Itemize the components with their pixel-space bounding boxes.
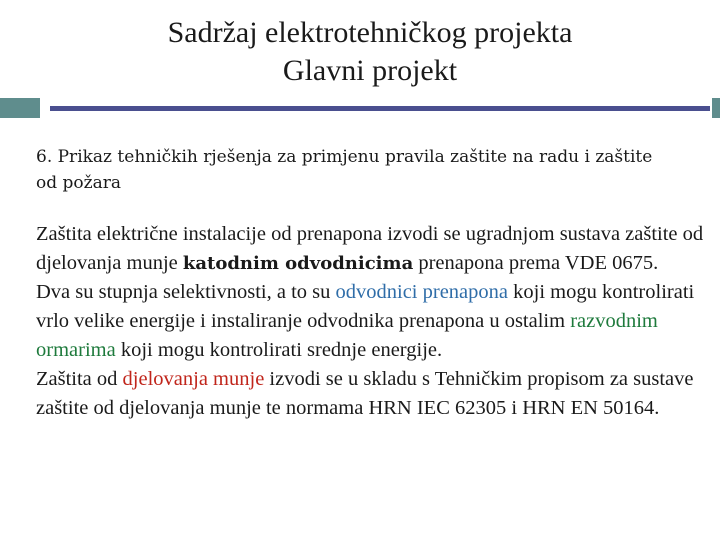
section-heading: 6. Prikaz tehničkih rješenja za primjenu pravila zaštite na radu i zaštite od požara bbox=[36, 147, 653, 193]
title-line-1: Sadržaj elektrotehničkog projekta bbox=[167, 16, 573, 49]
p1-text-b: prenapona prema VDE 0675. bbox=[413, 252, 659, 274]
p2-blue-term: odvodnici prenapona bbox=[335, 281, 509, 303]
p2-text-c: koji mogu kontrolirati srednje energije. bbox=[115, 339, 443, 361]
p3-text-b: izvodi se u skladu s Tehničkim propisom za sustave zaštite od djelovanja munje te normama HRN IEC 62305 i HRN EN 50164. bbox=[36, 368, 694, 419]
p1-text-a: Zaštita električne instalacije od prenapona izvodi se ugradnjom sustava zaštite od djelovanja munje bbox=[36, 223, 704, 274]
paragraph-3 bbox=[36, 365, 706, 423]
p2-text-a: Dva su stupnja selektivnosti, a to su bbox=[36, 281, 336, 303]
p2-text-b: koji mogu kontrolirati vrlo velike energije i instaliranje odvodnika prenapona u ostalim bbox=[36, 281, 695, 332]
title-line-2: Glavni projekt bbox=[282, 54, 458, 87]
divider-bar bbox=[50, 106, 710, 111]
p1-bold-term: katodnim odvodnicima bbox=[182, 253, 414, 274]
p3-text-a: Zaštita od bbox=[36, 368, 123, 390]
paragraph-2 bbox=[36, 278, 706, 365]
page-title bbox=[0, 14, 720, 90]
divider-accent-left bbox=[0, 98, 40, 118]
paragraph-1 bbox=[36, 220, 706, 278]
p3-red-term: djelovanja munje bbox=[122, 368, 265, 390]
divider-accent-right bbox=[712, 98, 720, 118]
body-text bbox=[36, 220, 706, 423]
p2-green-term: razvodnim ormarima bbox=[36, 310, 658, 361]
title-divider bbox=[0, 98, 720, 118]
